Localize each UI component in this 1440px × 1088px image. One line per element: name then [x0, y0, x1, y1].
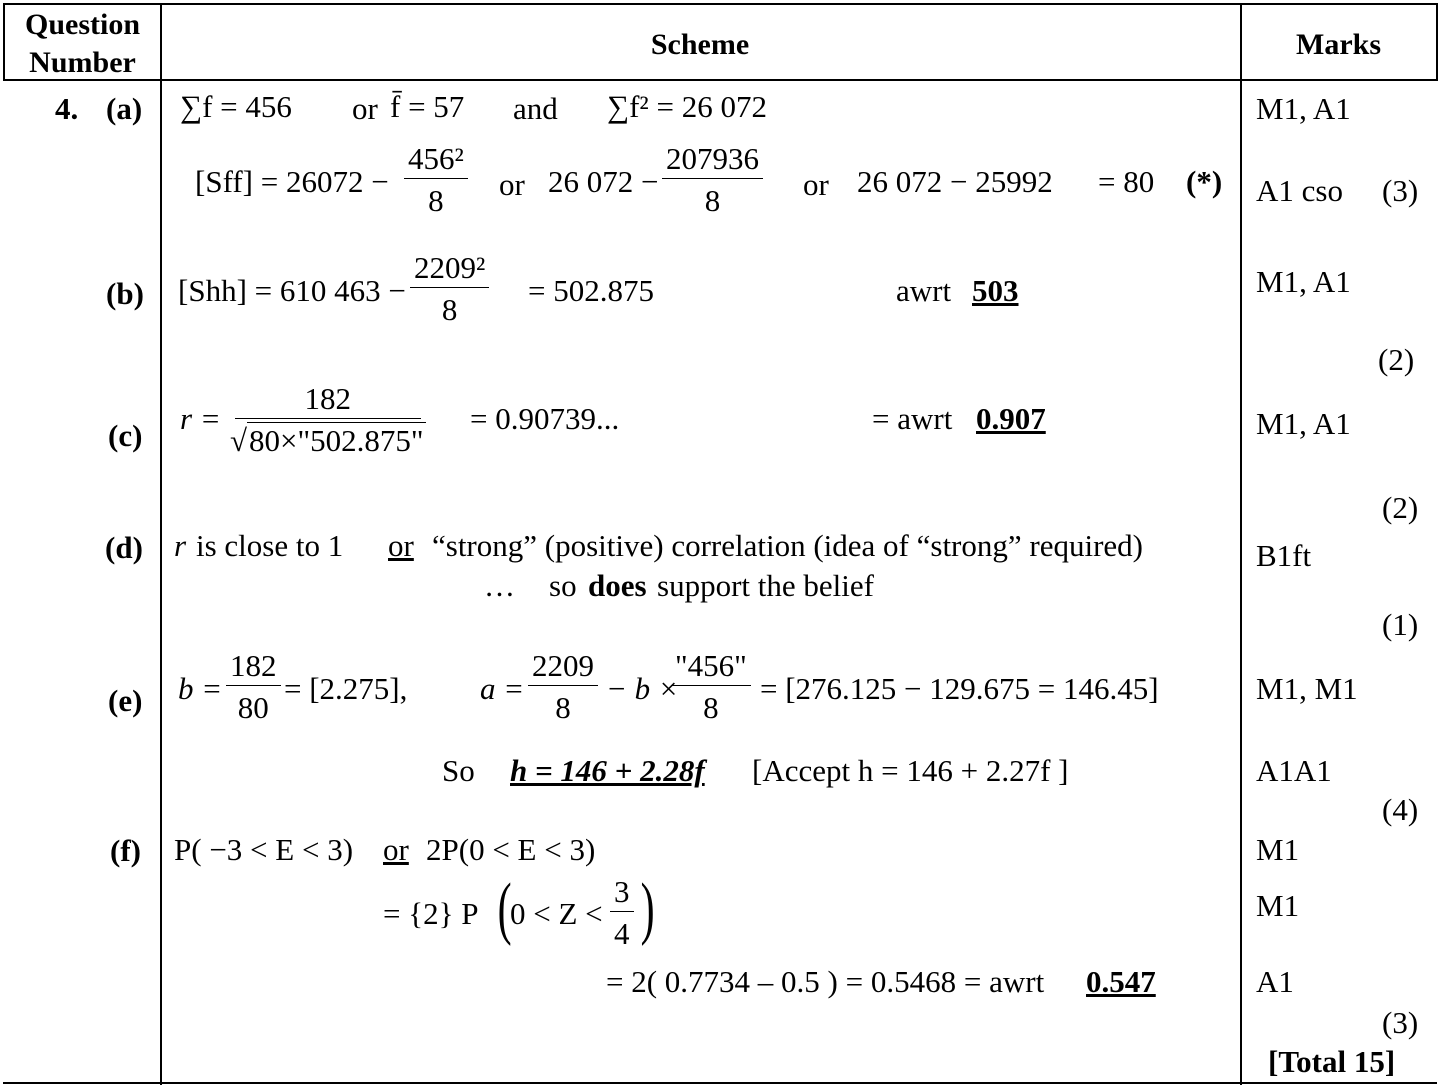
a-sff-lhs: [Sff] = 26072 − — [195, 164, 389, 199]
header-marks: Marks — [1296, 28, 1381, 61]
f-marks-1: M1 — [1256, 832, 1300, 867]
a-sum-f: ∑f = 456 — [180, 89, 292, 124]
header-bottom-border — [3, 79, 1437, 81]
f-right-paren: ) — [640, 870, 655, 947]
d-text-2: “strong” (positive) correlation (idea of “strong” required) — [432, 528, 1143, 563]
part-f-label: (f) — [110, 833, 141, 868]
a-sum-f2: ∑f² = 26 072 — [607, 89, 767, 124]
c-fraction — [230, 383, 426, 456]
a-total: (3) — [1382, 173, 1419, 208]
b-answer: 503 — [972, 273, 1019, 308]
f-marks-3: A1 — [1256, 964, 1294, 999]
c-result: = 0.90739... — [470, 401, 620, 436]
a-result: = 80 — [1098, 164, 1155, 199]
a-or-3: or — [803, 167, 829, 202]
e-a-lhs: a = — [480, 671, 525, 706]
table-bottom-border — [3, 1082, 1437, 1084]
a-fraction-1-denominator: 8 — [428, 183, 444, 218]
f-fraction-numerator: 3 — [610, 876, 634, 912]
f-line-1b: 2P(0 < E < 3) — [426, 832, 596, 867]
b-lhs: [Shh] = 610 463 − — [178, 273, 406, 308]
f-fraction-denominator: 4 — [614, 916, 630, 951]
part-a-label: (a) — [106, 91, 143, 126]
a-mean-f: f̄ = 57 — [390, 89, 465, 124]
grand-total: [Total 15] — [1268, 1044, 1396, 1079]
a-or-1: or — [352, 91, 378, 126]
a-fraction-1 — [404, 143, 468, 216]
d-text-3a: so — [549, 568, 577, 603]
e-b-lhs: b = — [178, 671, 223, 706]
b-marks: M1, A1 — [1256, 264, 1351, 299]
a-expr-3: 26 072 − 25992 — [857, 164, 1053, 199]
b-total: (2) — [1378, 342, 1415, 377]
c-answer: 0.907 — [976, 401, 1046, 436]
c-total: (2) — [1382, 490, 1419, 525]
table-right-border — [1436, 3, 1438, 81]
header-question-number: Question Number — [24, 8, 141, 79]
header-scheme: Scheme — [650, 28, 750, 61]
table-top-border — [3, 3, 1437, 5]
part-c-label: (c) — [108, 418, 143, 453]
e-total: (4) — [1382, 792, 1419, 827]
f-or: or — [383, 832, 409, 867]
a-and: and — [513, 91, 558, 126]
e-a-fraction-2 — [671, 650, 751, 723]
c-awrt: = awrt — [872, 401, 953, 436]
part-d-label: (d) — [105, 530, 143, 565]
e-answer: h = 146 + 2.28f — [510, 753, 705, 788]
e-a-fraction-2-denominator: 8 — [703, 690, 719, 725]
d-total: (1) — [1382, 607, 1419, 642]
f-left-paren: ( — [497, 870, 512, 947]
c-lhs: r = — [180, 401, 221, 436]
f-line-1a: P( −3 < E < 3) — [174, 832, 354, 867]
e-b-fraction-numerator: 182 — [226, 650, 281, 686]
a-star: (*) — [1186, 164, 1223, 199]
d-text-1: is close to 1 — [196, 528, 344, 563]
e-marks-1: M1, M1 — [1256, 671, 1358, 706]
a-marks-2: A1 cso — [1256, 173, 1343, 208]
b-fraction-numerator: 2209² — [410, 252, 489, 288]
b-fraction-denominator: 8 — [441, 292, 458, 327]
column-divider-1 — [160, 3, 162, 1085]
d-ellipsis: … — [484, 568, 515, 603]
c-sqrt-radicand: 80×"502.875" — [249, 423, 424, 458]
a-fraction-2-numerator: 207936 — [662, 143, 763, 179]
question-number: 4. — [55, 91, 79, 126]
e-accept: [Accept h = 146 + 2.27f ] — [752, 753, 1069, 788]
column-divider-2 — [1240, 3, 1242, 1085]
f-line-3: = 2( 0.7734 – 0.5 ) = 0.5468 = awrt — [606, 964, 1045, 999]
part-e-label: (e) — [108, 683, 143, 718]
e-a-fraction-1-denominator: 8 — [555, 690, 571, 725]
f-line-2-inner: 0 < Z < — [510, 896, 603, 931]
e-so: So — [442, 753, 475, 788]
f-line-2-pre: = {2} P — [383, 896, 479, 931]
d-text-3c: support the belief — [657, 568, 874, 603]
d-or: or — [388, 528, 414, 563]
e-a-fraction-1-numerator: 2209 — [528, 650, 598, 686]
d-text-3b: does — [588, 568, 647, 603]
b-awrt: awrt — [896, 273, 952, 308]
e-a-fraction-2-numerator: "456" — [671, 650, 751, 686]
part-b-label: (b) — [106, 276, 144, 311]
a-expr-2: 26 072 − — [548, 164, 659, 199]
d-r: r — [174, 528, 187, 563]
a-fraction-2 — [662, 143, 763, 216]
e-a-fraction-1 — [528, 650, 598, 723]
f-fraction — [610, 876, 634, 949]
table-left-border — [3, 3, 5, 81]
e-marks-2: A1A1 — [1256, 753, 1332, 788]
a-fraction-1-numerator: 456² — [404, 143, 468, 179]
e-a-mid: − b × — [606, 671, 679, 706]
e-b-result: = [2.275], — [284, 671, 408, 706]
b-fraction — [410, 252, 489, 325]
e-b-fraction — [226, 650, 281, 723]
f-answer: 0.547 — [1086, 964, 1156, 999]
d-marks: B1ft — [1256, 538, 1312, 573]
f-marks-2: M1 — [1256, 888, 1300, 923]
e-a-result: = [276.125 − 129.675 = 146.45] — [760, 671, 1159, 706]
a-fraction-2-denominator: 8 — [704, 183, 721, 218]
e-b-fraction-denominator: 80 — [237, 690, 269, 725]
f-total: (3) — [1382, 1005, 1419, 1040]
b-result: = 502.875 — [528, 273, 654, 308]
c-marks: M1, A1 — [1256, 406, 1351, 441]
c-fraction-numerator: 182 — [235, 383, 422, 419]
a-or-2: or — [499, 167, 525, 202]
a-marks-1: M1, A1 — [1256, 91, 1351, 126]
c-fraction-denominator: √80×"502.875" — [230, 423, 424, 458]
